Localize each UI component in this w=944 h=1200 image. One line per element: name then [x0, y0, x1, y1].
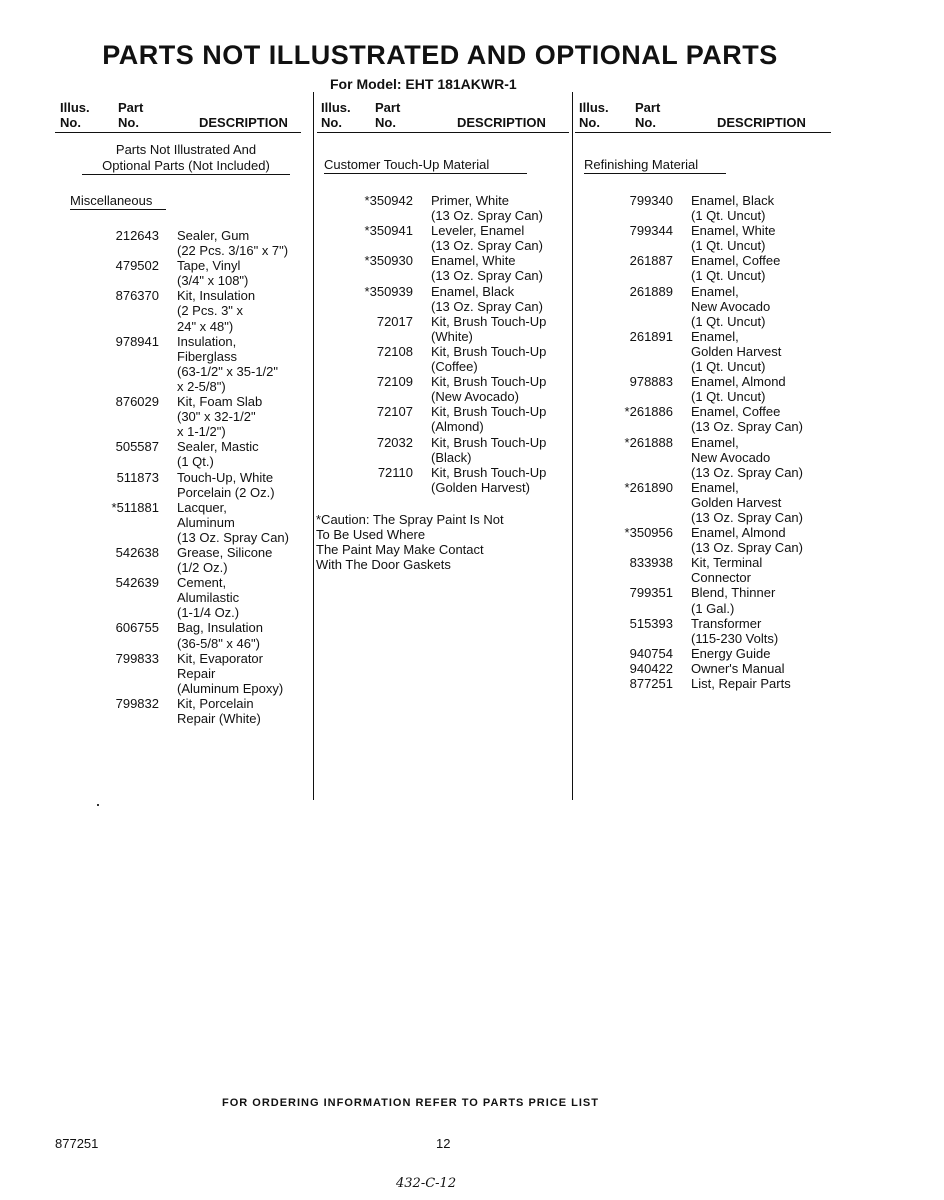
part-number: *350941	[364, 223, 413, 239]
part-number: 799832	[115, 695, 159, 711]
part-description: Touch-Up, White Porcelain (2 Oz.)	[177, 469, 275, 500]
list-item	[589, 374, 839, 404]
model-number: For Model: EHT 181AKWR-1	[330, 76, 517, 92]
part-description: Enamel, Coffee (13 Oz. Spray Can)	[691, 404, 803, 435]
part-number: 479502	[115, 258, 159, 274]
part-description: Energy Guide	[691, 645, 771, 661]
part-description: Primer, White (13 Oz. Spray Can)	[431, 193, 543, 224]
section-heading-refinishing: Refinishing Material	[584, 157, 726, 174]
list-item	[589, 435, 839, 480]
illus-no-label: No.	[60, 115, 81, 130]
part-number: 72108	[376, 343, 413, 359]
part-label: Part	[375, 100, 401, 115]
list-item	[55, 258, 313, 288]
illus-label: Illus.	[579, 100, 609, 115]
part-no-label: No.	[635, 115, 656, 130]
list-item	[313, 435, 571, 465]
part-number: *261888	[624, 434, 673, 450]
part-description: Cement, Alumilastic (1-1/4 Oz.)	[177, 575, 240, 621]
part-number: 515393	[629, 615, 673, 631]
list-item	[55, 394, 313, 439]
part-description: Kit, Insulation (2 Pcs. 3" x 24" x 48")	[177, 288, 256, 334]
list-item	[589, 223, 839, 253]
part-description: Bag, Insulation (36-5/8" x 46")	[177, 620, 264, 651]
part-number: *350942	[364, 193, 413, 208]
illus-no-label: No.	[321, 115, 342, 130]
part-number: 542639	[115, 575, 159, 591]
list-item	[589, 193, 839, 223]
part-number: *261890	[624, 479, 673, 495]
part-number: 72107	[376, 404, 413, 420]
description-label: DESCRIPTION	[199, 115, 288, 130]
part-description: Enamel, Golden Harvest (13 Oz. Spray Can)	[691, 479, 803, 525]
part-description: Leveler, Enamel (13 Oz. Spray Can)	[431, 223, 543, 254]
part-number: 261889	[629, 283, 673, 299]
part-description: Kit, Brush Touch-Up (White)	[431, 313, 547, 344]
part-description: Enamel, Almond (13 Oz. Spray Can)	[691, 525, 803, 556]
description-label: DESCRIPTION	[717, 115, 806, 130]
part-number: 505587	[115, 439, 159, 455]
list-item	[589, 284, 839, 329]
part-description: Kit, Brush Touch-Up (Coffee)	[431, 343, 547, 375]
part-description: Transformer (115-230 Volts)	[691, 615, 779, 646]
list-item	[55, 228, 313, 258]
part-description: Sealer, Mastic (1 Qt.)	[177, 439, 259, 470]
caution-note: *Caution: The Spray Paint Is Not To Be Used Where The Paint May Make Contact With The Door Gaskets	[316, 512, 504, 573]
part-description: Enamel, Almond (1 Qt. Uncut)	[691, 374, 786, 405]
part-description: Enamel, Black (1 Qt. Uncut)	[691, 193, 775, 224]
part-description: Enamel, Coffee (1 Qt. Uncut)	[691, 253, 781, 284]
part-number: 261891	[629, 328, 673, 344]
part-no-label: No.	[375, 115, 396, 130]
list-item	[55, 439, 313, 469]
list-item	[589, 585, 839, 615]
part-number: 72017	[376, 313, 413, 329]
part-description: Enamel, Golden Harvest (1 Qt. Uncut)	[691, 328, 782, 375]
part-number: 799344	[629, 223, 673, 239]
ordering-note: FOR ORDERING INFORMATION REFER TO PARTS PRICE LIST	[222, 1097, 599, 1109]
illus-label: Illus.	[321, 100, 351, 115]
list-item	[313, 253, 571, 283]
part-description: Kit, Foam Slab (30" x 32-1/2" x 1-1/2")	[177, 394, 263, 440]
part-description: Lacquer, Aluminum (13 Oz. Spray Can)	[177, 499, 289, 545]
part-no-label: No.	[118, 115, 139, 130]
part-number: 799351	[629, 585, 673, 601]
part-description: Kit, Porcelain Repair (White)	[177, 695, 261, 726]
part-label: Part	[635, 100, 661, 115]
part-number: 799833	[115, 650, 159, 666]
part-number: 978883	[629, 374, 673, 390]
list-item	[589, 616, 839, 646]
part-description: Insulation, Fiberglass (63-1/2" x 35-1/2" x 2-5/8")	[177, 333, 279, 394]
part-description: Kit, Evaporator Repair (Aluminum Epoxy)	[177, 650, 284, 696]
list-item	[589, 646, 839, 661]
part-description: Blend, Thinner (1 Gal.)	[691, 585, 776, 616]
column-divider	[572, 92, 573, 800]
section-heading-parts-not-illustrated	[82, 142, 290, 175]
part-number: 978941	[115, 333, 159, 349]
handwritten-note: 432-C-12	[396, 1176, 457, 1191]
list-item	[589, 555, 839, 585]
list-item	[55, 545, 313, 575]
list-item	[55, 651, 313, 696]
parts-list-touch-up	[313, 193, 571, 495]
part-description: Tape, Vinyl (3/4" x 108")	[177, 258, 249, 289]
section-heading-text: Parts Not Illustrated And Optional Parts (Not Included)	[102, 142, 270, 173]
part-number: 606755	[115, 620, 159, 636]
part-number: 212643	[115, 228, 159, 243]
part-number: 799340	[629, 193, 673, 208]
part-number: 876029	[115, 394, 159, 410]
illus-label: Illus.	[60, 100, 90, 115]
section-heading-touch-up: Customer Touch-Up Material	[324, 157, 527, 174]
list-item	[589, 404, 839, 434]
part-number: 940422	[629, 660, 673, 676]
part-number: 833938	[629, 555, 673, 571]
part-description: Enamel, White (1 Qt. Uncut)	[691, 223, 776, 254]
column-header-3	[575, 98, 831, 133]
part-number: *350930	[364, 253, 413, 269]
list-item	[313, 374, 571, 404]
list-item	[313, 193, 571, 223]
part-number: 511873	[116, 469, 159, 485]
list-item	[55, 288, 313, 333]
list-item	[55, 334, 313, 394]
part-description: Kit, Brush Touch-Up (Almond)	[431, 404, 547, 435]
list-item	[55, 500, 313, 545]
part-description: Kit, Terminal Connector	[691, 555, 763, 586]
part-number: 72109	[376, 374, 413, 390]
page-title: PARTS NOT ILLUSTRATED AND OPTIONAL PARTS	[102, 40, 778, 70]
part-number: *261886	[624, 404, 673, 420]
document-number: 877251	[55, 1136, 99, 1151]
parts-list-refinishing	[589, 193, 839, 691]
part-number: 261887	[629, 253, 673, 269]
list-item	[589, 253, 839, 283]
part-number: 72110	[377, 464, 413, 480]
part-description: Kit, Brush Touch-Up (Golden Harvest)	[431, 464, 547, 495]
list-item	[313, 344, 571, 374]
description-label: DESCRIPTION	[457, 115, 546, 130]
part-number: 877251	[629, 676, 673, 691]
list-item	[313, 284, 571, 314]
list-item	[55, 470, 313, 500]
list-item	[313, 223, 571, 253]
part-number: *350939	[364, 283, 413, 299]
column-header-1	[55, 98, 301, 133]
part-description: Enamel, New Avocado (13 Oz. Spray Can)	[691, 434, 803, 480]
list-item	[589, 676, 839, 691]
list-item	[313, 404, 571, 434]
list-item	[55, 575, 313, 620]
part-number: 72032	[376, 434, 413, 450]
subheading-miscellaneous: Miscellaneous	[70, 193, 166, 210]
part-number: 542638	[115, 544, 159, 560]
part-label: Part	[118, 100, 144, 115]
part-number: 940754	[629, 645, 673, 661]
list-item	[589, 329, 839, 374]
list-item	[55, 696, 313, 726]
part-number: *511881	[111, 499, 159, 515]
column-header-2	[317, 98, 569, 133]
page-number: 12	[436, 1136, 451, 1151]
part-description: Enamel, New Avocado (1 Qt. Uncut)	[691, 283, 771, 329]
part-number: *350956	[624, 525, 673, 541]
part-description: Kit, Brush Touch-Up (New Avocado)	[431, 374, 547, 405]
stray-mark	[97, 804, 99, 806]
part-description: Enamel, White (13 Oz. Spray Can)	[431, 253, 543, 284]
list-item	[589, 525, 839, 555]
part-number: 876370	[115, 288, 159, 304]
list-item	[589, 661, 839, 676]
part-description: Enamel, Black (13 Oz. Spray Can)	[431, 283, 543, 314]
list-item	[589, 480, 839, 525]
part-description: List, Repair Parts	[691, 676, 791, 691]
list-item	[313, 465, 571, 495]
list-item	[313, 314, 571, 344]
part-description: Sealer, Gum (22 Pcs. 3/16" x 7")	[177, 228, 289, 259]
part-description: Kit, Brush Touch-Up (Black)	[431, 434, 547, 465]
list-item	[55, 620, 313, 650]
part-description: Owner's Manual	[691, 660, 785, 676]
part-description: Grease, Silicone (1/2 Oz.)	[177, 544, 273, 576]
parts-list-miscellaneous	[55, 228, 313, 726]
illus-no-label: No.	[579, 115, 600, 130]
